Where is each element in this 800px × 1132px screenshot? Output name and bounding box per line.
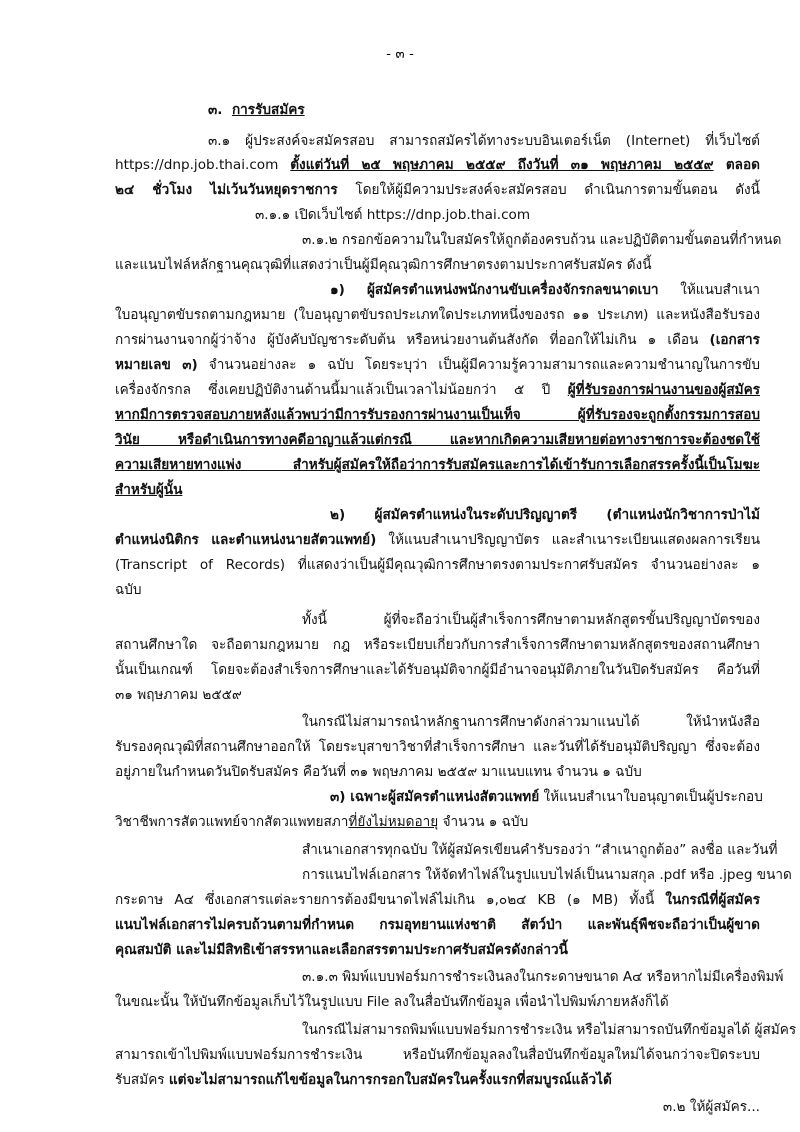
item-2-line-2 <box>0 530 800 550</box>
step-3-1-3-note-line-2: สามารถเข้าไปพิมพ์แบบฟอร์มการชำระเงิน หรือบันทึกข้อมูลลงในสื่อบันทึกข้อมูลใหม่ได้จนกว่าจะปิดระบบ <box>115 1047 760 1063</box>
note2-line-3: อยู่ภายในกำหนดวันปิดรับสมัคร คือวันที่ ๓๑ พฤษภาคม ๒๕๕๙ มาแนบแทน จำนวน ๑ ฉบับ <box>115 764 642 780</box>
note-line-2: สถานศึกษาใด จะถือตามกฎหมาย กฎ หรือระเบียบเกี่ยวกับการสำเร็จการศึกษาตามหลักสูตรของสถานศึกษา <box>115 637 760 653</box>
paragraph-3-1-line-1: ๓.๑ ผู้ประสงค์จะสมัครสอบ สามารถสมัครได้ทางระบบอินเตอร์เน็ต (Internet) ที่เว็บไซต์ <box>208 133 760 149</box>
item-1-line-4 <box>0 355 800 375</box>
attachment-note-line-4: คุณสมบัติ และไม่มีสิทธิเข้าสรรหาและเลือกสรรตามประกาศรับสมัครดังกล่าวนี้ <box>115 942 568 958</box>
note-line-1: ทั้งนี้ ผู้ที่จะถือว่าเป็นผู้สำเร็จการศึกษาตามหลักสูตรขั้นปริญญาบัตรของ <box>302 612 760 628</box>
text-span: จำนวนอย่างละ ๑ ฉบับ โดยระบุว่า เป็นผู้มีความรู้ความสามารถและความชำนาญในการขับ <box>197 357 760 373</box>
item-2-title: ตำแหน่งนิติกร และตำแหน่งนายสัตวแพทย์) <box>115 532 377 548</box>
text-span: เครื่องจักรกล ซึ่งเคยปฏิบัติงานด้านนี้มาแล้วเป็นเวลาไม่น้อยกว่า ๕ ปี <box>115 382 568 398</box>
warning-text: ผู้ที่รับรองการผ่านงานของผู้สมัคร <box>567 382 760 398</box>
text-span: วิชาชีพการสัตวแพทย์จากสัตวแพทยสภา <box>115 814 349 830</box>
not-expired-text: ที่ยังไม่หมดอายุ <box>348 814 439 830</box>
step-3-1-3-line-2: ในขณะนั้น ให้บันทึกข้อมูลเก็บไว้ในรูปแบบ File ลงในสื่อบันทึกข้อมูล เพื่อนำไปพิมพ์ภายหลังก็ได้ <box>115 994 669 1010</box>
text-span: โดยให้ผู้มีความประสงค์จะสมัครสอบ ดำเนินการตามขั้นตอน ดังนี้ <box>337 182 760 198</box>
no-edit-warning: แต่จะไม่สามารถแก้ไขข้อมูลในการกรอกใบสมัครในครั้งแรกที่สมบูรณ์แล้วได้ <box>168 1072 612 1088</box>
attachment-note-line-3: แนบไฟล์เอกสารไม่ครบถ้วนตามที่กำหนด กรมอุทยานแห่งชาติ สัตว์ป่า และพันธุ์พืชจะถือว่าเป็นผู้ขาด <box>115 917 760 933</box>
item-2-line-4: ฉบับ <box>115 582 142 598</box>
item-1-line-2: ใบอนุญาตขับรถตามกฎหมาย (ใบอนุญาตขับรถประเภทใดประเภทหนึ่งของรถ ๑๑ ประเภท) และหนังสือรับรอง <box>115 307 760 323</box>
warning-line-2: วินัย หรือดำเนินการทางคดีอาญาแล้วแต่กรณี และหากเกิดความเสียหายต่อทางราชการจะต้องชดใช้ <box>115 432 760 448</box>
incomplete-warning: ในกรณีที่ผู้สมัคร <box>665 892 760 908</box>
step-3-1-3-note-line-3 <box>0 1070 800 1090</box>
item-3-title: ๓) เฉพาะผู้สมัครตำแหน่งสัตวแพทย์ <box>330 789 540 805</box>
item-3-line-2 <box>0 812 800 832</box>
document-ref: (เอกสาร <box>709 332 760 348</box>
note-line-3: นั้นเป็นเกณฑ์ โดยจะต้องสำเร็จการศึกษาและได้รับอนุมัติจากผู้มีอำนาจอนุมัติภายในวันปิดรับสมัคร คือวันที่ <box>115 662 760 678</box>
item-1-title: ๑) ผู้สมัครตำแหน่งพนักงานขับเครื่องจักรกลขนาดเบา <box>330 282 659 298</box>
text-span: ให้แนบสำเนาใบอนุญาตเป็นผู้ประกอบ <box>539 789 763 805</box>
note2-line-1: ในกรณีไม่สามารถนำหลักฐานการศึกษาดังกล่าวมาแนบได้ ให้นำหนังสือ <box>302 714 760 730</box>
text-span: ให้แนบสำเนา <box>658 282 760 298</box>
step-3-1-1: ๓.๑.๑ เปิดเว็บไซต์ https://dnp.job.thai.com <box>255 207 531 223</box>
item-1-line-1 <box>0 280 800 300</box>
text-span: รับสมัคร <box>115 1072 169 1088</box>
text-span: ตลอด <box>713 157 760 173</box>
website-text: https://dnp.job.thai.com <box>115 157 291 173</box>
step-3-1-2-line-2: และแนบไฟล์หลักฐานคุณวุฒิที่แสดงว่าเป็นผู้มีคุณวุฒิการศึกษาตรงตามประกาศรับสมัคร ดังนี้ <box>115 257 652 273</box>
item-2-line-1: ๒) ผู้สมัครตำแหน่งในระดับปริญญาตรี (ตำแหน่งนักวิชาการป่าไม้ <box>330 507 760 523</box>
section-heading <box>0 100 800 120</box>
note2-line-2: รับรองคุณวุฒิที่สถานศึกษาออกให้ โดยระบุสาขาวิชาที่สำเร็จการศึกษา และวันที่ได้รับอนุมัติปริญญา ซึ่งจะต้อง <box>115 739 760 755</box>
warning-line-4: สำหรับผู้นั้น <box>115 482 183 498</box>
item-3-line-1 <box>0 787 800 807</box>
item-1-line-5 <box>0 380 800 400</box>
item-1-line-3 <box>0 330 800 350</box>
copies-note: สำเนาเอกสารทุกฉบับ ให้ผู้สมัครเขียนคำรับรองว่า “สำเนาถูกต้อง” ลงชื่อ และวันที่ <box>302 842 778 858</box>
paragraph-3-1-line-3 <box>0 180 800 200</box>
paragraph-3-1-line-2 <box>0 155 800 175</box>
open-24-hours: ๒๔ ชั่วโมง ไม่เว้นวันหยุดราชการ <box>115 182 338 198</box>
section-title: การรับสมัคร <box>231 102 305 118</box>
continuation-marker: ๓.๒ ให้ผู้สมัคร... <box>662 1099 760 1115</box>
note-line-4: ๓๑ พฤษภาคม ๒๕๕๙ <box>115 687 242 703</box>
page-number: - ๓ - <box>386 46 414 62</box>
document-ref: หมายเลข ๓) <box>115 357 198 373</box>
attachment-note-line-1: การแนบไฟล์เอกสาร ให้จัดทำไฟล์ในรูปแบบไฟล์เป็นนามสกุล .pdf หรือ .jpeg ขนาด <box>302 867 792 883</box>
step-3-1-3-note-line-1: ในกรณีไม่สามารถพิมพ์แบบฟอร์มการชำระเงิน หรือไม่สามารถบันทึกข้อมูลได้ ผู้สมัคร <box>302 1022 797 1038</box>
text-span: กระดาษ A๔ ซึ่งเอกสารแต่ละรายการต้องมีขนาดไฟล์ไม่เกิน ๑,๐๒๔ KB (๑ MB) ทั้งนี้ <box>115 892 666 908</box>
warning-line-3: ความเสียหายทางแพ่ง สำหรับผู้สมัครให้ถือว่าการรับสมัครและการได้เข้ารับการเลือกสรรครั้งนี้เป็นโมฆะ <box>115 457 760 473</box>
attachment-note-line-2 <box>0 890 800 910</box>
step-3-1-3-line-1: ๓.๑.๓ พิมพ์แบบฟอร์มการชำระเงินลงในกระดาษขนาด A๔ หรือหากไม่มีเครื่องพิมพ์ <box>302 969 784 985</box>
step-3-1-2-line-1: ๓.๑.๒ กรอกข้อความในใบสมัครให้ถูกต้องครบถ้วน และปฏิบัติตามขั้นตอนที่กำหนด <box>302 232 782 248</box>
item-2-line-3: (Transcript of Records) ที่แสดงว่าเป็นผู้มีคุณวุฒิการศึกษาตรงตามประกาศรับสมัคร จำนวนอย่างละ ๑ <box>115 557 760 573</box>
text-span: ให้แนบสำเนาปริญญาบัตร และสำเนาระเบียนแสดงผลการเรียน <box>376 532 760 548</box>
text-span: การผ่านงานจากผู้ว่าจ้าง ผู้บังคับบัญชาระดับต้น หรือหน่วยงานต้นสังกัด ที่ออกให้ไม่เกิน ๑ เดือน <box>115 332 710 348</box>
section-number: ๓. <box>208 102 223 118</box>
text-span: จำนวน ๑ ฉบับ <box>438 814 529 830</box>
application-period: ตั้งแต่วันที่ ๒๕ พฤษภาคม ๒๕๕๙ ถึงวันที่ ๓๑ พฤษภาคม ๒๕๕๙ <box>290 157 714 173</box>
warning-line-1: หากมีการตรวจสอบภายหลังแล้วพบว่ามีการรับรองการผ่านงานเป็นเท็จ ผู้ที่รับรองจะถูกตั้งกรรมการสอบ <box>115 407 760 423</box>
